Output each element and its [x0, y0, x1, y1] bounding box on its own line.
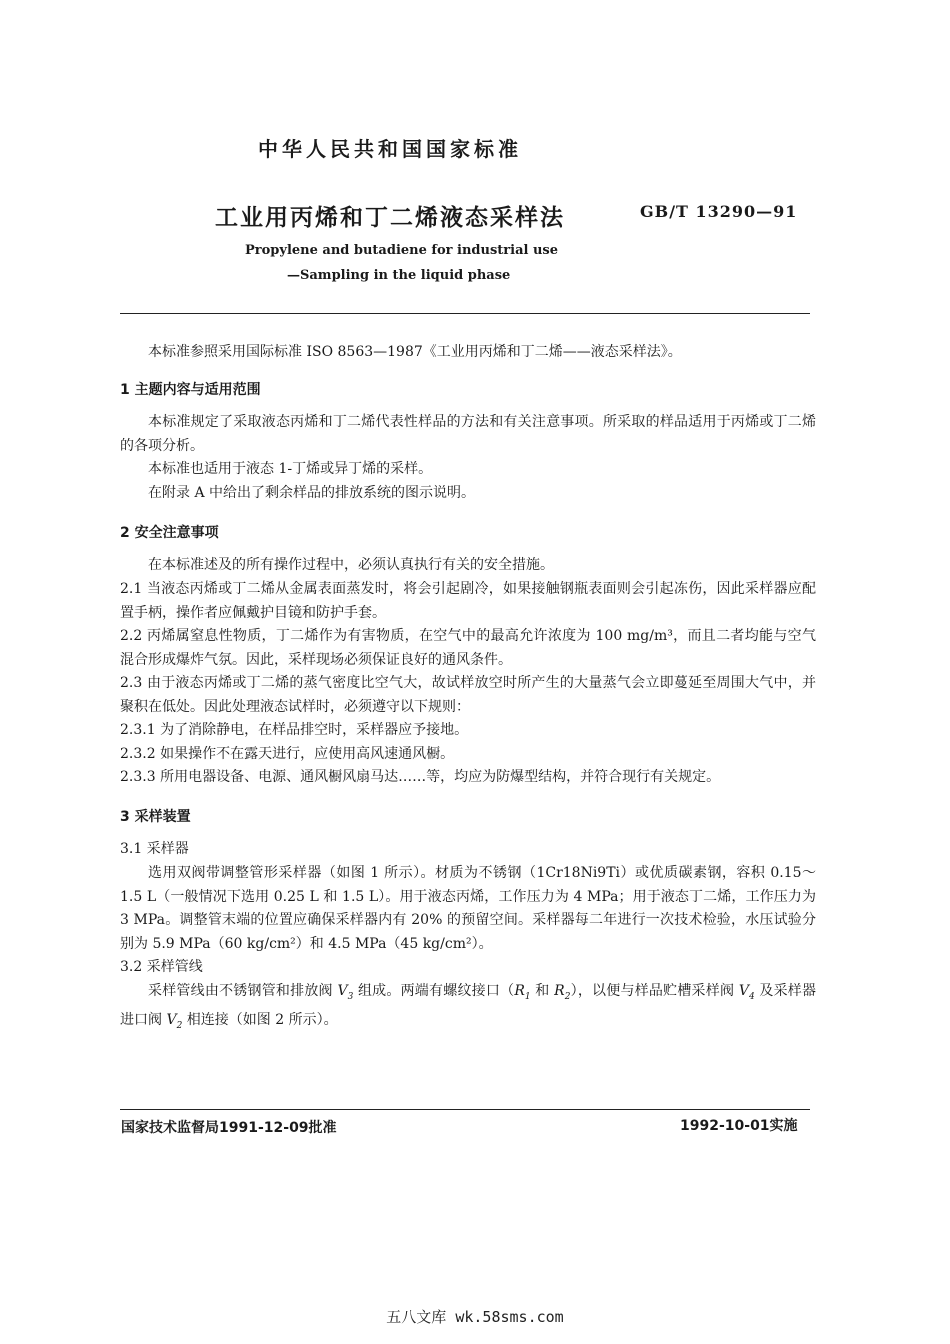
valve-v3-symbol: $V_3$	[337, 983, 354, 1002]
clause-2-1: 2.1 当液态丙烯或丁二烯从金属表面蒸发时，将会引起剧冷，如果接触钢瓶表面则会引起冻伤，因此采样器应配置手柄，操作者应佩戴护目镜和防护手套。	[120, 581, 816, 621]
english-title-line-1: Propylene and butadiene for industrial use	[245, 243, 559, 258]
section-1-paragraph-3: 在附录 A 中给出了剩余样品的排放系统的图示说明。	[148, 485, 476, 501]
clause-3-2-heading: 3.2 采样管线	[120, 959, 203, 975]
clause-2-3: 2.3 由于液态丙烯或丁二烯的蒸气密度比空气大，故试样放空时所产生的大量蒸气会立即蔓延至周围大气中，并聚积在低处。因此处理液态试样时，必须遵守以下规则：	[120, 675, 816, 715]
p32-text-c: ），以便与样品贮槽采样阀	[570, 983, 739, 999]
section-1-paragraph-1: 本标准规定了采取液态丙烯和丁二烯代表性样品的方法和有关注意事项。所采取的样品适用于丙烯或丁二烯的各项分析。	[120, 414, 816, 454]
header-rule	[120, 313, 810, 314]
clause-2-2: 2.2 丙烯属窒息性物质，丁二烯作为有害物质，在空气中的最高允许浓度为 100 mg/m³，而且二者均能与空气混合形成爆炸气氛。因此，采样现场必须保证良好的通风条件。	[120, 628, 816, 668]
p32-text-d: 及采样器进口阀	[120, 983, 817, 1029]
clause-2-3-3: 2.3.3 所用电器设备、电源、通风橱风扇马达……等，均应为防爆型结构，并符合现行有关规定。	[120, 769, 721, 785]
watermark-text: 五八文库 wk.58sms.com	[386, 1308, 564, 1326]
english-title-line-2: —Sampling in the liquid phase	[287, 268, 511, 283]
national-standard-heading: 中华人民共和国国家标准	[258, 137, 522, 161]
section-1-heading: 1 主题内容与适用范围	[120, 382, 261, 398]
standard-code: GB/T 13290—91	[640, 202, 798, 221]
p32-text-b: 组成。两端有螺纹接口（	[353, 983, 515, 999]
p32-text-and: 和	[530, 983, 555, 999]
intro-paragraph: 本标准参照采用国际标准 ISO 8563—1987《工业用丙烯和丁二烯——液态采样法》。	[148, 344, 682, 360]
effective-date: 1992-10-01实施	[680, 1118, 798, 1134]
document-title: 工业用丙烯和丁二烯液态采样法	[215, 205, 565, 231]
section-1-paragraph-2: 本标准也适用于液态 1-丁烯或异丁烯的采样。	[148, 461, 433, 477]
section-2-heading: 2 安全注意事项	[120, 525, 219, 541]
approval-date: 国家技术监督局1991-12-09批准	[121, 1120, 337, 1136]
connector-r2-symbol: $R_2$	[554, 983, 571, 1002]
clause-2-3-1: 2.3.1 为了消除静电，在样品排空时，采样器应予接地。	[120, 722, 469, 738]
clause-2-3-2: 2.3.2 如果操作不在露天进行，应使用高风速通风橱。	[120, 746, 455, 762]
valve-v4-symbol: $V_4$	[738, 983, 755, 1002]
valve-v2-symbol: $V_2$	[166, 1012, 183, 1032]
clause-3-2-paragraph	[120, 980, 816, 1039]
footer-rule	[120, 1109, 810, 1110]
section-2-intro: 在本标准述及的所有操作过程中，必须认真执行有关的安全措施。	[148, 557, 554, 573]
clause-3-1-paragraph: 选用双阀带调整管形采样器（如图 1 所示）。材质为不锈钢（1Cr18Ni9Ti）或优质碳素钢，容积 0.15～1.5 L（一般情况下选用 0.25 L 和 1.5 L）。用于液态丙烯，工作压力为 4 MPa；用于液态丁二烯，工作压力为 3 MPa。调整管末端的位置应确保采样器内有 20% 的预留空间。采样器每二年进行一次技术检验，水压试验分别为 5.9 MPa（60 kg/cm²）和 4.5 MPa（45 kg/cm²）。	[120, 865, 816, 952]
p32-text-a: 采样管线由不锈钢管和排放阀	[148, 983, 338, 999]
connector-r1-symbol: $R_1$	[514, 983, 531, 1002]
p32-text-e: 相连接（如图 2 所示）。	[182, 1012, 338, 1029]
clause-3-1-heading: 3.1 采样器	[120, 841, 189, 857]
section-3-heading: 3 采样装置	[120, 809, 191, 825]
